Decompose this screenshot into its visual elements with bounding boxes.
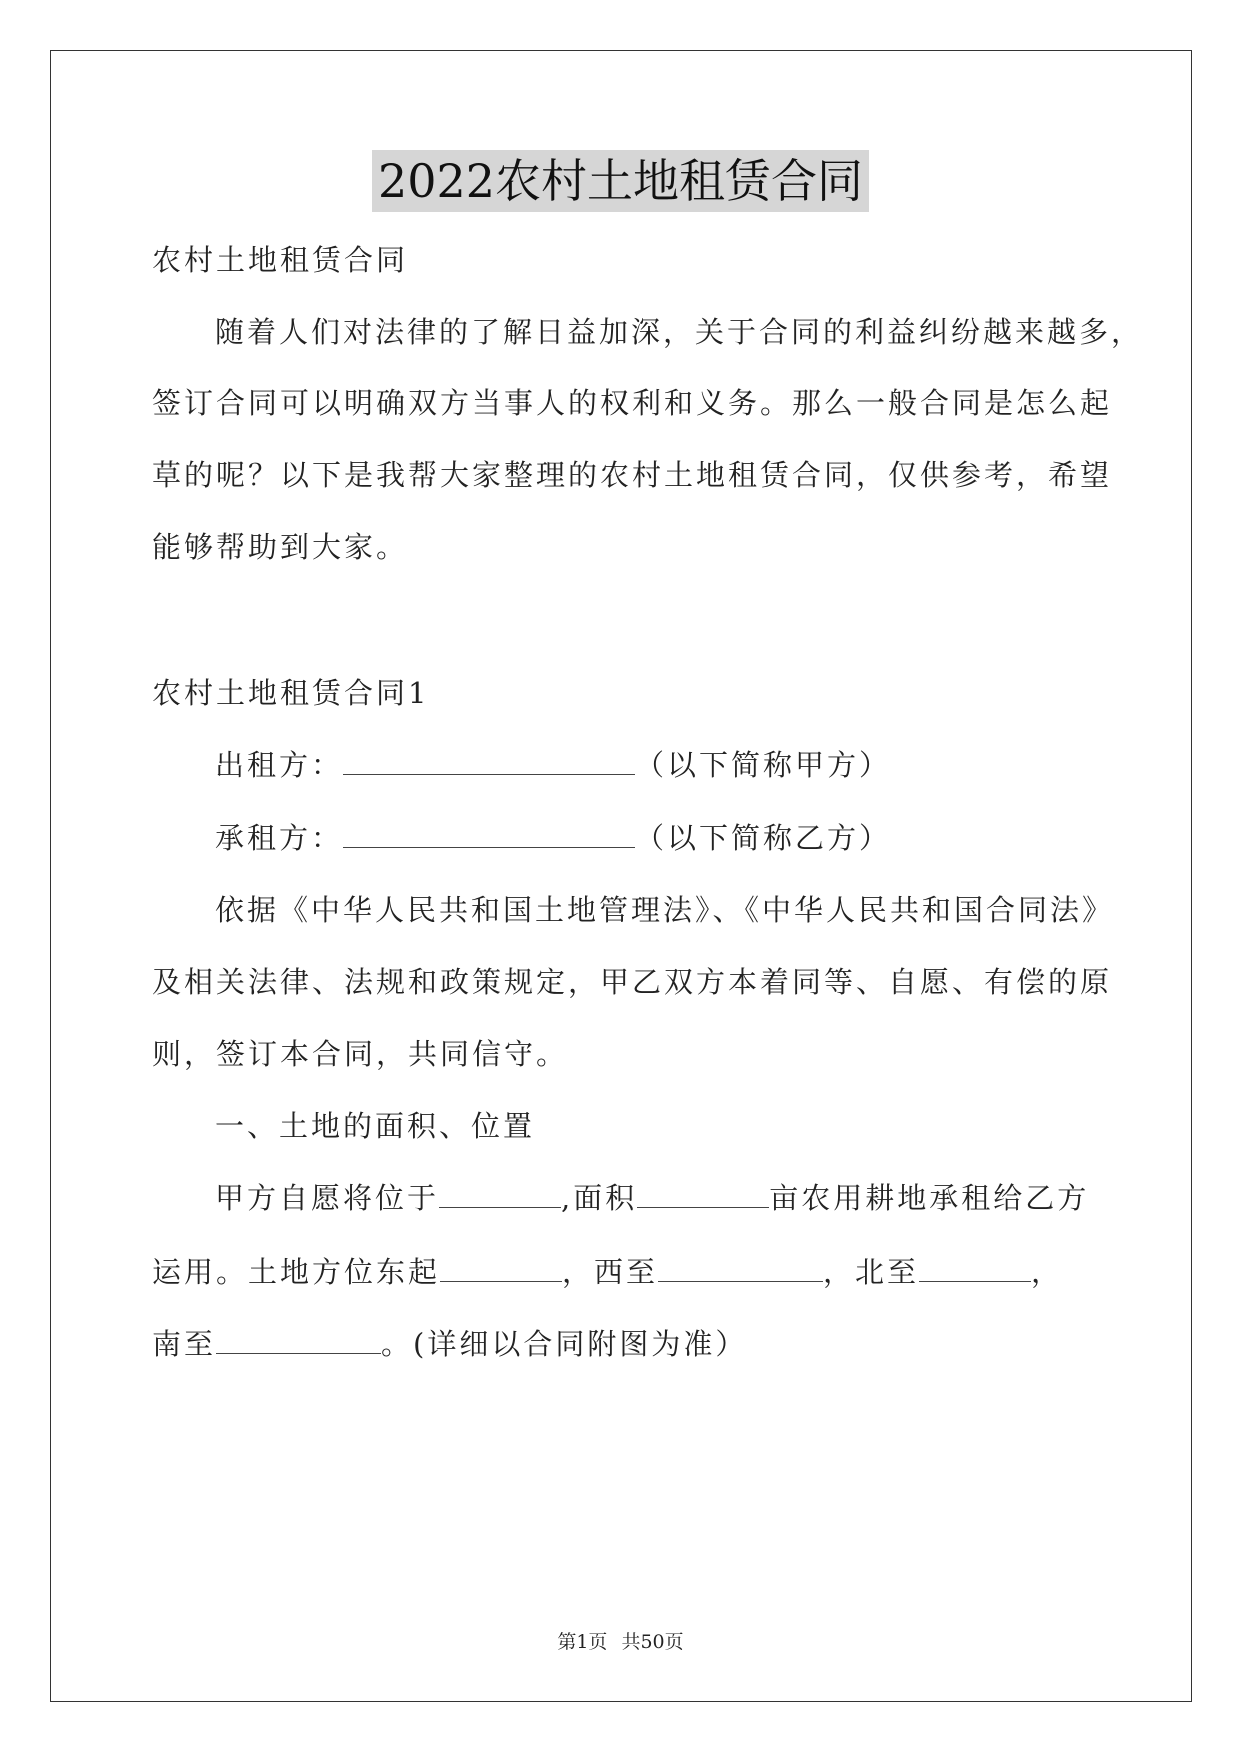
page-number: 第1页 bbox=[557, 1631, 608, 1653]
page-border bbox=[50, 50, 1192, 1702]
clause1-text: 南至 bbox=[152, 1327, 217, 1361]
lessee-label: 承租方： bbox=[215, 821, 344, 855]
lessor-line bbox=[215, 745, 891, 785]
title-wrap bbox=[0, 150, 1241, 212]
location-blank[interactable] bbox=[439, 1179, 561, 1208]
clause1-text: ，西至 bbox=[562, 1255, 659, 1289]
clause1-heading: 一、土地的面积、位置 bbox=[215, 1109, 536, 1143]
clause1-line-1 bbox=[215, 1178, 1089, 1218]
north-blank[interactable] bbox=[919, 1253, 1031, 1282]
document-title: 2022农村土地租赁合同 bbox=[372, 150, 869, 212]
lessee-line bbox=[215, 818, 891, 858]
area-blank[interactable] bbox=[637, 1179, 769, 1208]
intro-line-4: 能够帮助到大家。 bbox=[152, 530, 409, 564]
clause1-text: ,面积 bbox=[561, 1181, 638, 1215]
intro-line-1: 随着人们对法律的了解日益加深，关于合同的利益纠纷越来越多， bbox=[215, 315, 1144, 349]
intro-line-2: 签订合同可以明确双方当事人的权利和义务。那么一般合同是怎么起 bbox=[152, 386, 1113, 420]
lessee-blank[interactable] bbox=[343, 819, 635, 848]
east-blank[interactable] bbox=[440, 1253, 562, 1282]
clause1-text: 亩农用耕地承租给乙方 bbox=[769, 1181, 1090, 1215]
basis-line-2: 及相关法律、法规和政策规定，甲乙双方本着同等、自愿、有偿的原 bbox=[152, 965, 1113, 999]
intro-line-3: 草的呢？以下是我帮大家整理的农村土地租赁合同，仅供参考，希望 bbox=[152, 458, 1113, 492]
lessor-blank[interactable] bbox=[343, 746, 635, 775]
document-subtitle: 农村土地租赁合同 bbox=[152, 243, 409, 277]
basis-line-1: 依据《中华人民共和国土地管理法》、《中华人民共和国合同法》 bbox=[215, 893, 1115, 927]
clause1-line-2 bbox=[152, 1252, 1063, 1292]
page-total: 共50页 bbox=[621, 1631, 684, 1653]
lessor-label: 出租方： bbox=[215, 748, 344, 782]
clause1-text: 。(详细以合同附图为准） bbox=[381, 1327, 748, 1361]
basis-line-3: 则，签订本合同，共同信守。 bbox=[152, 1037, 569, 1071]
lessee-note: （以下简称乙方） bbox=[635, 821, 892, 855]
clause1-text: 运用。土地方位东起 bbox=[152, 1255, 441, 1289]
south-blank[interactable] bbox=[216, 1325, 381, 1354]
section-heading: 农村土地租赁合同1 bbox=[152, 676, 430, 710]
clause1-text: ，北至 bbox=[823, 1255, 920, 1289]
clause1-text: 甲方自愿将位于 bbox=[215, 1181, 440, 1215]
west-blank[interactable] bbox=[658, 1253, 823, 1282]
clause1-line-3 bbox=[152, 1324, 747, 1364]
lessor-note: （以下简称甲方） bbox=[635, 748, 892, 782]
clause1-text: ， bbox=[1031, 1255, 1064, 1289]
page-footer bbox=[0, 1627, 1241, 1654]
